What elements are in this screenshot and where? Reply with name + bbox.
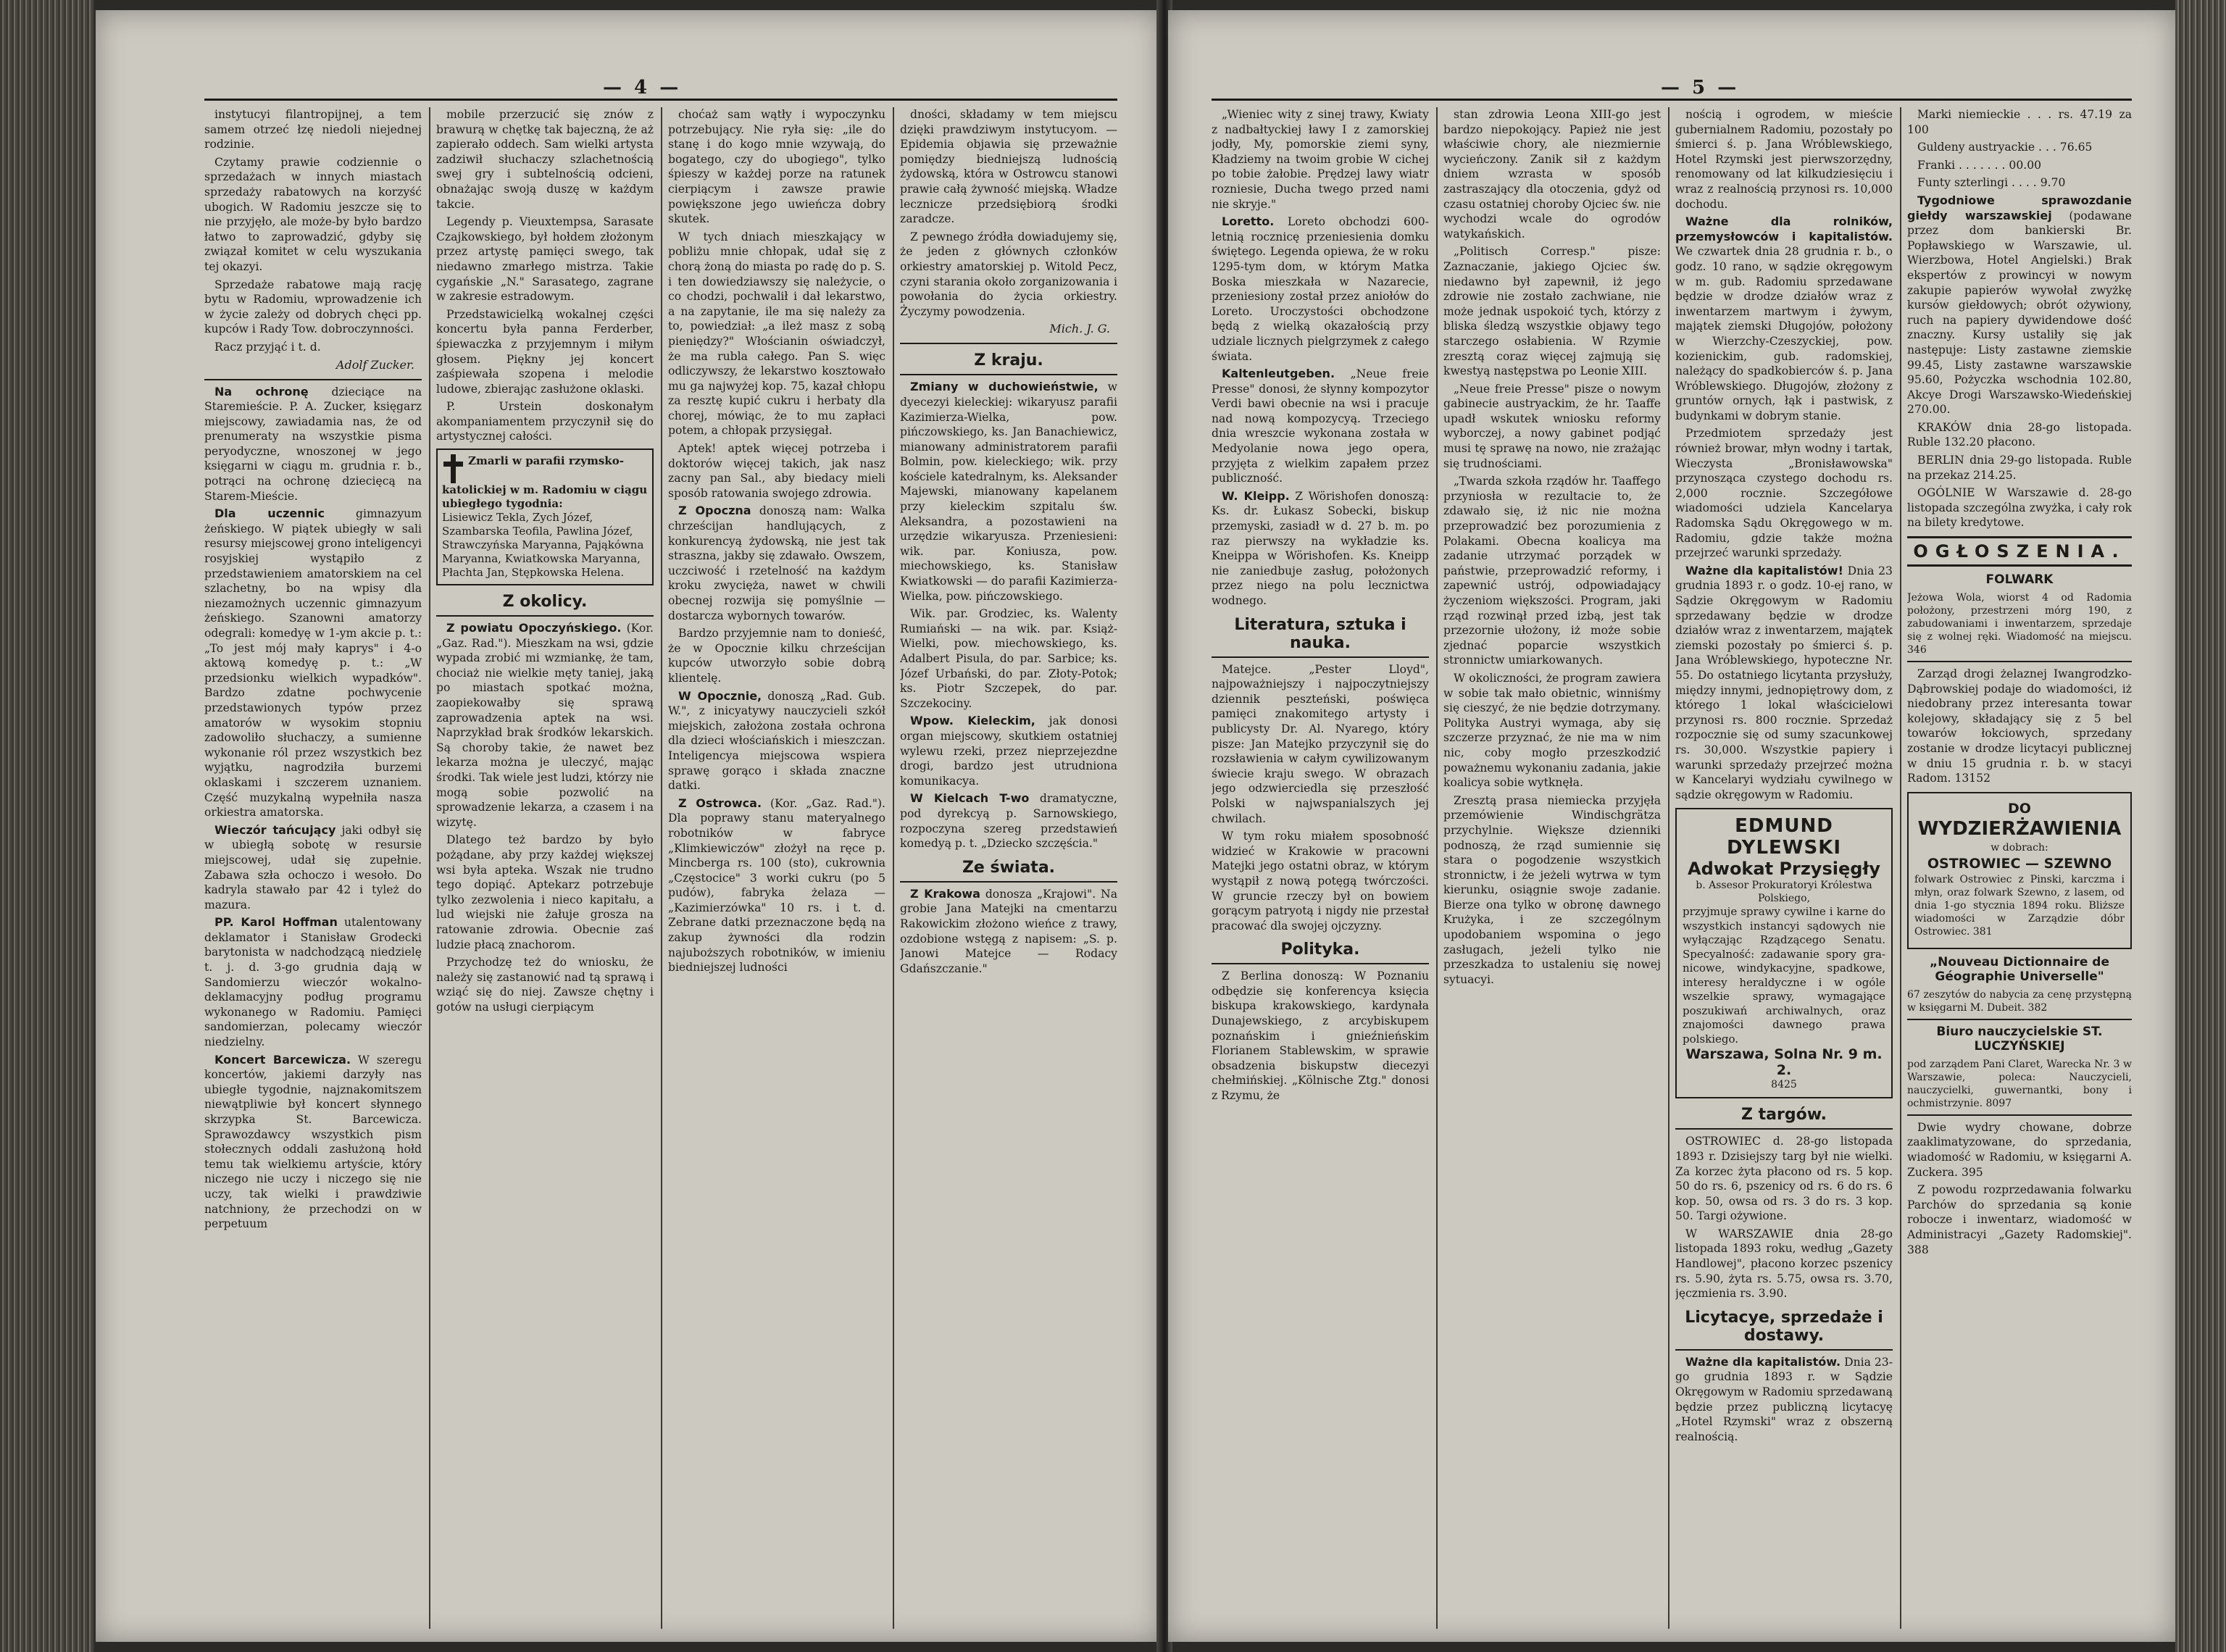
article-paragraph [1212,367,1429,486]
column-rule [893,107,894,1629]
article-paragraph [900,606,1117,711]
column-rule [1668,107,1670,1629]
book-edge-left [0,0,94,1652]
paragraph-lead: Ważne dla kapitalistów! [1685,563,1843,577]
section-rule [900,374,1117,375]
paragraph-text: (Kor. „Gaz. Rad."). Mieszkam na wsi, gdzie wypada zrobić mi wzmiankę, że tam, chociaż nie wielkie męty taniej, jaką po miastach spotkać można, zaopiekowałby się sprawą zaprowadzenia aptek na wsi. Naprzykład brak środków lekarskich. Są choroby takie, że nawet bez lekarza można je uleczyć, mając środki. Tak wiele jest ludzi, którzy nie mogą sobie pozwolić na sprowadzenie lekarza, a czasem i na wizytę. [436,622,654,829]
article-paragraph [1443,474,1661,668]
advertiser-address: Warszawa, Solna Nr. 9 m. 2. [1685,1046,1883,1079]
right-column-4 [1907,107,2132,1629]
paragraph-text: Marki niemieckie . . . rs. 47.19 za 100 [1907,108,2132,136]
article-paragraph [1907,175,2132,191]
paragraph-text: instytucyi filantropijnej, a tem samem otrzeć łzę niedoli niejednej rodzinie. [204,108,422,151]
notice-body: Jeżowa Wola, wiorst 4 od Radomia położony, przestrzeni mórg 190, z zabudowaniami i inwentarzem, sprzedaje się z wolnej ręki. Wiadomość na miejscu. 346 [1907,592,2132,656]
article-paragraph [1675,107,1893,212]
section-rule [1212,963,1429,964]
paragraph-text: Sprzedaże rabatowe mają rację bytu w Radomiu, wprowadzenie ich w życie zależy od dobrych chęci pp. kupców i Rady Tow. dobroczynności. [204,278,422,336]
lease-body: folwark Ostrowiec z Pinski, karczma i młyn, oraz folwark Szewno, z lasem, od dnia 1-go stycznia 1894 roku. Bliższe wiadomości w Zarządzie dóbr Ostrowiec. 381 [1914,873,2125,938]
article-paragraph [1443,382,1661,472]
paragraph-lead: Na ochronę [214,384,309,399]
paragraph-text: BERLIN dnia 29-go listopada. Ruble na przekaz 214.25. [1907,454,2132,482]
paragraph-lead: Ważne dla kapitalistów. [1685,1354,1841,1369]
paragraph-text: dzieciące na Staremieście. P. A. Zucker, księgarz miejscowy, zawiadamia nas, że od prenumeraty na wszystkie pisma peryodyczne, wnoszonej w jego księgarni w ciągu m. grudnia r. b., potrąci na ochronę dziecięcą na Starem-Mieście. [204,385,422,503]
paragraph-text: Z Wörishofen donoszą: Ks. dr. Łukasz Sobecki, biskup przemyski, zasiadł w d. 27 b. m. po raz pierwszy na wykładzie ks. Kneippa w Wörishofen. Ks. Kneipp nie zaniedbuje zasług, położonych przez niego na polu lecznictwa wodnego. [1212,489,1429,607]
article-paragraph [668,107,885,227]
cross-icon [442,454,464,483]
paragraph-text: Funty szterlingi . . . . 9.70 [1917,176,2066,190]
paragraph-text: Przychodzę też do wniosku, że należy się zastanowić nad tą sprawą i wziąć się do niej. Zawsze chętny i gotów na usługi cierpiącym [436,956,654,1014]
paragraph-text: Matejce. „Pester Lloyd", najpoważniejszy i najpoczytniejszy dziennik peszteński, poświęca pamięci znakomitego artysty i publicysty Dr. Al. Nyarego, który pisze: Jan Matejko przyczynił się do rozsławienia w całym cywilizowanym świecie kraju swego. W obrazach jego odzwierciedla się przeszłość Polski w najwspanialszych jej chwilach. [1212,662,1429,825]
paragraph-text: donoszą „Rad. Gub. W.", z inicyatywy nauczycieli szkół miejskich, założona została ochrona dla dzieci włościańskich i mieszczan. Inteligencya miejscowa wspiera sprawę gorąco i składa znaczne datki. [668,689,885,793]
advertiser-name: EDMUND DYLEWSKI [1726,815,1842,859]
book-edge-right [2175,0,2226,1652]
right-page [1168,10,2175,1642]
obituary-names: Lisiewicz Tekla, Zych Józef, Szambarska Teofila, Pawlina Józef, Strawczyńska Maryanna, Pająkówna Maryanna, Kwiatkowska Maryanna, Płachta Jan, Stępkowska Helena. [442,511,644,580]
article-paragraph [436,399,654,444]
page-number-right: — 5 — [1661,77,1740,99]
article-paragraph [1675,214,1893,423]
article-paragraph [1675,426,1893,560]
article-paragraph [1443,244,1661,378]
paragraph-text: „Politisch Corresp." pisze: Zaznaczanie, jakiego Ojciec św. niedawno był zapewnił, iż jego zdrowie nie zostało zachwiane, nie może jednak uspokoić tych, którzy z bliska śledzą wszystkie objawy tego starczego osłabienia. W Rzymie zresztą coraz więcej zajmują się kwestyą następstwa po Leonie XIII. [1443,245,1661,378]
article-paragraph [668,626,885,685]
paragraph-text: Guldeny austryackie . . . 76.65 [1917,141,2093,154]
article-paragraph [1907,420,2132,450]
paragraph-text: „Twarda szkoła rządów hr. Taaffego przyniosła w rezultacie to, że zdawało się, iż nic nie można przeprowadzić bez porozumienia z Polakami. Obecna koalicya ma zadanie utrzymać porządek w państwie, przeprowadzić reformy, i zapewnić ustrój, odpowiadający życzeniom większości. Program, jaki rząd rozwinął przed izbą, jest tak przezornie ułożony, iż może sobie zjednać poparcie wszystkich stronnictw umiarkowanych. [1443,475,1661,667]
article-paragraph [1212,969,1429,1103]
column-rule [661,107,662,1629]
paragraph-text: Bardzo przyjemnie nam to donieść, że w Opocznie kilku chrześcijan kupców utworzyło sobie dobrą klientelę. [668,627,885,685]
paragraph-lead: Z powiatu Opoczyńskiego. [446,621,622,635]
paragraph-text: stan zdrowia Leona XIII-go jest bardzo niepokojący. Papież nie jest właściwie chory, ale niezmiernie wycieńczony. Zanik sił z każdym dniem wzrasta w sposób zastraszający dla otoczenia, gdyż od czasu ostatniej choroby Ojciec św. nie wychodzi wcale do ogrodów watykańskich. [1443,108,1661,241]
paragraph-text: „Neue freie Presse" donosi, że słynny kompozytor Verdi bawi obecnie na wsi i pracuje nad nową kompozycyą. Trzeciego dnia wreszcie wykonana została w Medyolanie nowa jego opera, przyjęta z wielkim zapałem przez publiczność. [1212,367,1429,485]
article-rule [900,343,1117,344]
paragraph-text: W szeregu koncertów, jakiemi darzyły nas ubiegłe tygodnie, najznakomitszem niewątpliwie był koncert słynnego skrzypka St. Barcewicza. Sprawozdawcy wszystkich pism stołecznych oddali zasłużoną hołd temu tak wielkiemu artyście, który niczego nie uczy i niczego się nie uczy, tak wielki i prawdziwie natchniony, że przechodzi on w perpetuum [204,1053,422,1231]
lease-do: DO [2008,800,2031,817]
paragraph-lead: Koncert Barcewicza. [214,1052,351,1067]
article-paragraph [204,385,422,504]
article-paragraph [1443,107,1661,241]
article-rule [204,379,422,380]
paragraph-lead: Wpow. Kieleckim, [910,714,1035,728]
advertisement-body: przyjmuje sprawy cywilne i karne do wszystkich instancyi sądowych nie wyłączając Rządzącego Senatu. Specyalność: zadawanie spory gra-nicowe, windykacyjne, spadkowe, interesy heraldyczne i w ogóle wszelkie sprawy, wymagające poszukiwań archiwalnych, oraz znajomości dawnego prawa polskiego. [1683,905,1885,1046]
article-paragraph [204,823,422,913]
paragraph-text: Zresztą prasa niemiecka przyjęła przemówienie Windischgrätza przychylnie. Większe dzienniki podnoszą, że rząd sumiennie się stara o pogodzenie wszystkich stronnictw, i że jeżeli wytrwa w tym kierunku, osiągnie swoje zadanie. Bierze ona tylko w obronę dawnego Krużyka, i ze szczególnym upodobaniem wspomina o jego zasługach, jeżeli tylko nie przeszkadza to ustaleniu się nowej sytuacyi. [1443,793,1661,986]
article-paragraph [1907,193,2132,417]
right-column-2 [1443,107,1661,1629]
paragraph-text: donoszą nam: Walka chrześcijan handlujących, z konkurencyą żydowską, nie jest tak straszna, jakby się zdawało. Owszem, uczciwość i rzetelność na każdym kroku zwycięża, nawet w chwili obecnej rozwija się pomyślnie — dostarcza wybornych towarów. [668,504,885,622]
article-paragraph [204,155,422,275]
article-signature: Mich. J. G. [1049,322,1110,336]
article-paragraph [668,230,885,438]
paragraph-text: Legendy p. Vieuxtempsa, Sarasate Czajkowskiego, był hołdem złożonym przez artystę pamięci swego, tak niedawno zmarłego mistrza. Takie cygańskie „N." Sarasatego, zagrane w zakresie estradowym. [436,215,654,304]
paragraph-text: nością i ogrodem, w mieście gubernialnem Radomiu, pozostały po śmierci ś. p. Jana Wróblewskiego, Hotel Rzymski jest pierwszorzędny, renomowany od lat kilkudziesięciu i wraz z realnością przynosi rs. 10,000 dochodu. [1675,108,1893,211]
paragraph-lead: Z Opoczna [678,504,751,518]
article-paragraph [1675,1355,1893,1445]
left-column-3 [668,107,885,1629]
paragraph-text: W tym roku miałem sposobność widzieć w Krakowie w pracowni Matejki jego ostatni obraz, w którym wystąpił z nową potęgą twórczości. W gruncie rzeczy był on bowiem gorącym patryotą i nigdy nie przestał pracować dla swojej ojczyzny. [1212,830,1429,933]
paragraph-lead: Z Ostrowca. [678,796,762,810]
paragraph-text: (podawane przez dom bankierski Br. Popławskiego w Warszawie, ul. Wierzbowa, Hotel Angielski.) Brak ekspertów z prowincyi w nowym zakupie papierów wywołał zwyżkę kursów giełdowych; obrót ożywiony, ruch na papiery dywidendowe dość znaczny. Kursy ustaliły się jak następuje: Listy zastawne ziemskie 99.45, Listy zastawne warszawskie 95.60, Pożyczka wschodnia 102.80, Akcye Drogi Warszawsko-Wiedeńskiej 270.00. [1907,209,2132,417]
section-heading: Polityka. [1280,940,1360,959]
header-rule-left [204,99,1117,101]
section-rule [1675,1349,1893,1351]
article-paragraph [900,887,1117,977]
paragraph-text: Dnia 23-go grudnia 1893 r. w Sądzie Okręgowym w Radomiu sprzedawaną będzie przez publiczną licytacyę „Hotel Rzymski" wraz z obszerną realnością. [1675,1355,1893,1443]
column-rule [429,107,430,1629]
article-paragraph [668,504,885,623]
paragraph-text: OSTROWIEC d. 28-go listopada 1893 r. Dzisiejszy targ był nie wielki. Za korzec żyta płacono od rs. 5 kop. 50 do rs. 6, pszenicy od rs. 6 do rs. 6 kop. 50, owsa od rs. 3 do rs. 3 kop. 50. Targi ożywione. [1675,1135,1893,1223]
notice-body: 67 zeszytów do nabycia za cenę przystępną w księgarni M. Dubeit. 382 [1907,988,2132,1014]
article-paragraph [1212,214,1429,364]
section-rule [1675,1128,1893,1130]
lease-place: OSTROWIEC — SZEWNO [1927,855,2112,872]
paragraph-text: Z Berlina donoszą: W Poznaniu odbędzie się konferencya księcia biskupa krakowskiego, kardynała Dunajewskiego, z arcybiskupem poznańskim i gnieźnieńskim Florianem Stablewskim, w sprawie obsadzenia biskupstw diecezyi chełmińskiej. „Kölnische Ztg." donosi z Rzymu, że [1212,969,1429,1103]
paragraph-text: We czwartek dnia 28 grudnia r. b., o godz. 10 rano, w sądzie okręgowym w m. gub. Radomiu sprzedawane będzie w drodze działów wraz z inwentarzem martwym i żywym, majątek ziemski Długojów, położony w Wierzchy-Czeszyckiej, pow. kozienickim, gub. radomskiej, należący do spadkobierców ś. p. Jana Wróblewskiego. Długojów, złożony z gruntów ornych, łąk i pastwisk, z budynkami w dobrym stanie. [1675,245,1893,422]
header-rule-right [1212,99,2132,101]
right-column-1 [1212,107,1429,1629]
article-paragraph [204,506,422,819]
notice-rule [1907,661,2132,662]
article-paragraph [436,107,654,212]
notice-heading: Biuro nauczycielskie ST. LUCZYŃSKIEJ [1936,1024,2103,1054]
article-paragraph [1675,564,1893,803]
paragraph-lead: Loretto. [1222,214,1275,229]
article-paragraph [204,1053,422,1232]
article-paragraph [900,714,1117,788]
paragraph-text: Wik. par. Grodziec, ks. Walenty Rumiański — na wik. par. Książ-Wielki, pow. miechowskiego, ks. Adalbert Pisula, do par. Sarbice; ks. Józef Urbański, do par. Złoty-Potok; ks. Piotr Szczepek, do par. Szczekociny. [900,607,1117,710]
paragraph-text: utalentowany deklamator i Stanisław Grodecki barytonista w nadchodzącą niedzielę t. j. d. 3-go grudnia dają w Sandomierzu wieczór wokalno-deklamacyjny podług programu wykonanego w Radomiu. Pamięci sandomierzan, polecamy wieczór niedzielny. [204,916,422,1049]
article-paragraph [1675,1134,1893,1224]
article-paragraph [900,380,1117,604]
article-paragraph [436,307,654,397]
paragraph-text: W tych dniach mieszkający w pobliżu mnie chłopak, udał się z chorą żoną do miasta po radę do p. S. i ten dowiedziawszy się należycie, o co chodzi, pochwalił i dał lekarstwo, a na zapytanie, ile ma się należy za to, powiedział: „a ileż masz z sobą pieniędzy?" Włościanin oświadczył, że ma rubla całego. Pan S. więc odliczywszy, że lekarstwo kosztowało mu ga najwyżej kop. 75, kazał chłopu za resztę kupić cukru i herbaty dla chorej, mówiąc, że to mu zapłaci potem, a chłopak przysięgał. [668,230,885,438]
advertiser-former-post: b. Assesor Prokuratoryi Królestwa Polskiego, [1696,880,1872,905]
article-paragraph [668,441,885,501]
article-paragraph [1907,1182,2132,1257]
article-paragraph [204,107,422,152]
article-paragraph [204,915,422,1049]
article-paragraph [1212,829,1429,933]
right-column-3 [1675,107,1893,1629]
paragraph-text: Dlatego też bardzo by było pożądane, aby przy każdej większej wsi była apteka. Wszak nie trudno tego dopiąć. Aptekarz potrzebuje tylko zezwolenia i nieco kapitału, a lud wiejski nie żałuje grosza na ratowanie zdrowia. Obecnie zaś ludzie płacą znachorom. [436,833,654,951]
paragraph-text: Czytamy prawie codziennie o sprzedażach w innych miastach sprzedaży rabatowych na korzyść ubogich. W Radomiu jeszcze się to nie przyjęło, ale może-by było bardzo łatwo to zaprowadzić, gdyby się związał komitet w celu wyszukania tej okazyi. [204,155,422,273]
column-rule [1436,107,1438,1629]
article-paragraph [1907,140,2132,155]
paragraph-text: KRAKÓW dnia 28-go listopada. Ruble 132.20 płacono. [1907,420,2132,449]
paragraph-text: jaki odbył się w ubiegłą sobotę w resursie miejscowej, udał się zupełnie. Zabawa szła ochoczo i wesoło. Do kadryla stawało par 42 i tyleż do mazura. [204,823,422,911]
paragraph-text: choćaż sam wątły i wypoczynku potrzebujący. Nie ryła się: „ile do stanę i do kogo mnie wzywają, do bogatego, czy do ubogiego", tylko śpieszy w każdej porze na ratunek cierpiącym i zawsze prawie powiększone jego uwieńcza dobry skutek. [668,108,885,226]
section-heading: Z okolicy. [502,593,588,612]
section-heading: Licytacye, sprzedaże i dostawy. [1685,1308,1883,1345]
article-paragraph [436,621,654,830]
page-number-left: — 4 — [603,77,682,99]
paragraph-text: Dnia 23 grudnia 1893 r. o godz. 10-ej rano, w Sądzie Okręgowym w Radomiu sprzedawany będzie w drodze działów wraz z inwentarzem, majątek ziemski pozostały po śmierci ś. p. Jana Wróblewskiego, hypoteczne Nr. 55. Do ostatniego licytanta przysłuży, między innymi, jednopiętrowy dom, z którego 1 lokal właścicielowi przynosi rs. 800 rocznie. Sprzedaż rozpocznie się od sumy szacunkowej rs. 30,000. Wszystkie papiery i warunki sprzedaży przejrzeć można w Kancelaryi wydziału cywilnego w sądzie okręgowym w Radomiu. [1675,564,1893,801]
paragraph-text: (Kor. „Gaz. Rad."). Dla poprawy stanu materyalnego robotników w fabryce „Klimkiewiczów" złożył na ręce p. Mincberga rs. 100 (sto), cukrownia „Częstocice" 3 worki cukru (po 5 pudów), fabryka żelaza — „Kazimierzówka" 10 rs. i t. d. Zebrane datki przeznaczone będą na zakup żywności dla rodzin najuboższych robotników, w imieniu biedniejszej ludności [668,796,885,975]
paragraph-text: Loreto obchodzi 600-letnią rocznicę przeniesienia domku świętego. Legenda opiewa, że w roku 1295-tym dom, w którym Matka Boska mieszkała w Nazarecie, przeniesiony został przez aniołów do Loreto. Uroczystości obchodzone będą z wielką okazałością przy udziale licznych pielgrzymek z całego świata. [1212,215,1429,363]
article-paragraph [1212,662,1429,827]
article-paragraph [1675,1227,1893,1301]
paragraph-text: mobile przerzucić się znów z brawurą w chętkę tak bajeczną, że aż zapierało oddech. Sam wielki artysta zadziwił słuchaczy szlachetnością swej gry i subtelnością odcieni, obnażając swoją duszę w każdym takcie. [436,108,654,211]
article-paragraph [1212,489,1429,609]
paragraph-text: Przedmiotem sprzedaży jest również browar, młyn wodny i tartak, Wieczysta „Bronisławowska" przynosząca czystego dochodu rs. 2,000 rocznie. Szczegółowe wiadomości udziela Kancelarya Radomska Sądu Okręgowego w m. Radomiu, gdzie także można przejrzeć warunki sprzedaży. [1675,427,1893,560]
section-heading: Z kraju. [974,351,1043,370]
article-paragraph [1907,453,2132,483]
article-paragraph [436,955,654,1014]
paragraph-text: OGÓLNIE W Warszawie d. 28-go listopada szczególna zwyżka, i cały rok na bilety kredytowe. [1907,486,2132,530]
paragraph-lead: W Kielcach T-wo [910,791,1030,806]
notice-heading: FOLWARK [1985,572,2054,588]
article-paragraph [1443,793,1661,988]
paragraph-text: Zarząd drogi żelaznej Iwangrodzko-Dąbrowskiej podaje do wiadomości, iż niedobrany przez interesanta towar kolejowy, składający się z 5 bel towarów łokciowych, sprzedany zostanie w drodze licytacyi publicznej w dniu 15 grudnia r. b. w stacyi Radom. 13152 [1907,667,2132,785]
section-heading: Literatura, sztuka i nauka. [1234,615,1406,652]
section-rule [436,615,654,617]
article-paragraph [900,230,1117,320]
article-paragraph [1907,485,2132,530]
paragraph-lead: Tygodniowe sprawozdanie giełdy warszawskiej [1907,193,2132,222]
column-rule [1900,107,1901,1629]
article-paragraph [1907,158,2132,173]
paragraph-lead: Z Krakowa [910,886,980,901]
article-paragraph [900,107,1117,227]
advertiser-title: Adwokat Przysięgły [1688,859,1880,880]
lawyer-advertisement [1675,808,1893,1098]
paragraph-text: „Wieniec wity z sinej trawy, Kwiaty z nadbałtyckiej ławy I z zamorskiej jodły, My, pomorskie ziemi syny, Kładziemy na twoim grobie W cichej po tobie żałobie. Prędzej lawy wiatr rozniesie, Ducha twego przed nami nie skryje." [1212,108,1429,211]
paragraph-lead: W Opocznie, [678,688,762,703]
paragraph-text: Z powodu rozprzedawania folwarku Parchów do sprzedania są konie robocze i inwentarz, wiadomość w Administracyi „Gazety Radomskiej". 388 [1907,1183,2132,1256]
paragraph-text: gimnazyum żeńskiego. W piątek ubiegły w sali resursy miejscowej grono inteligencyi rosyjskiej wystąpiło z przedstawieniem amatorskiem na cel szlachetny, bo na wpisy dla niezamożnych uczennic gimnazyum żeńskiego. Szanowni amatorzy odegrali: komedyę w 1-ym akcie p. t.: „To jest mój mały kaprys" i 4-o aktową komedyę p. t.: „W przedsionku wielkich wypadków". Bardzo zdatne pochwycenie przedstawionych typów przez amatorów w wysokim stopniu zadowoliło słuchaczy, a sumienne wykonanie ról przez wszystkich bez wyjątku, nagrodziła burzemi oklaskami i szczerem uznaniem. Część muzykalną wypełniła nasza orkiestra amatorska. [204,507,422,819]
article-paragraph [204,340,422,355]
paragraph-text: w dyecezyi kieleckiej: wikaryusz parafii Kazimierza-Wielka, pow. pińczowskiego, ks. Jan Banachiewicz, mianowany administratorem parafii Bolmin, pow. kieleckiego; wik. przy kościele katedralnym, ks. Aleksander Majewski, mianowany kapelanem przy kieleckim szpitalu św. Aleksandra, a pozostawieni na urzędzie wikaryusza. Przeniesieni: wik. par. Koniusza, pow. miechowskiego, ks. Stanisław Kwiatkowski — do parafii Kazimierza-Wielka, pow. pińczowskiego. [900,380,1117,603]
paragraph-text: Racz przyjąć i t. d. [214,340,321,354]
paragraph-text: W WARSZAWIE dnia 28-go listopada 1893 roku, według „Gazety Handlowej", płacono korzec pszenicy rs. 5.90, żyta rs. 5.75, owsa rs. 3.70, jęczmienia rs. 3.90. [1675,1227,1893,1301]
paragraph-text: Przedstawicielką wokalnej części koncertu była panna Ferderber, śpiewaczka z przyjemnym i miłym głosem. Piękny jej koncert zaśpiewała szopena i melodie ludowe, zbierając zasłużone oklaski. [436,307,654,396]
advertisement-number: 8425 [1771,1079,1797,1091]
left-column-2 [436,107,654,1629]
article-paragraph [436,214,654,304]
article-paragraph [1907,1120,2132,1180]
article-paragraph [436,833,654,952]
obituary-title: Zmarli w parafii rzymsko-katolickiej w m. Radomiu w ciągu ubiegłego tygodnia: [442,454,648,511]
lease-advertisement [1907,792,2132,949]
paragraph-text: P. Urstein doskonałym akompaniamentem przyczynił się do artystycznej całości. [436,400,654,443]
article-paragraph [1907,667,2132,786]
paragraph-lead: PP. Karol Hoffman [214,915,338,930]
section-rule [1212,656,1429,658]
lease-subtitle: w dobrach: [1991,841,2048,854]
paragraph-lead: W. Kleipp. [1222,488,1290,503]
advertisements-heading: OGŁOSZENIA. [1907,536,2132,567]
paragraph-text: jak donosi organ miejscowy, skutkiem ostatniej wylewu rzeki, przez nieprzejezdne drogi, bardzo jest utrudniona komunikacya. [900,714,1117,788]
article-paragraph [668,689,885,793]
lease-title: WYDZIERŻAWIENIA [1917,817,2122,840]
paragraph-text: donosza „Krajowi". Na grobie Jana Matejki na cmentarzu Rakowickim złożono wieńce z trawy, ozdobione wstęgą z napisem: „S. p. Janowi Matejce — Rodacy Gdańszczanie." [900,887,1117,975]
obituary-box [436,449,654,585]
notice-body: pod zarządem Pani Claret, Warecka Nr. 3 w Warszawie, poleca: Nauczycieli, nauczycielki, guwernantki, bony i ochmistrzynie. 8097 [1907,1058,2132,1109]
paragraph-text: dności, składamy w tem miejscu dzięki prawdziwym instytucyom. — Epidemia objawia się przeważnie pomiędzy biedniejszą ludnością żydowską, która w Ostrowcu stanowi prawie całą żywność miejską. Władze lecznicze przedsiębiorą środki zaradcze. [900,108,1117,226]
article-paragraph [668,796,885,975]
paragraph-text: dramatyczne, pod dyrekcyą p. Sarnowskiego, rozpoczyna szereg przedstawień komedyą p. t. „Dziecko szczęścia." [900,792,1117,851]
paragraph-lead: Kaltenleutgeben. [1222,367,1335,381]
paragraph-text: „Neue freie Presse" pisze o nowym gabinecie austryackim, że hr. Taaffe upadł wskutek wniosku reformy wyborczej, a nowy gabinet podjąć musi tę sprawę na nowo, nie zrażając się trudnościami. [1443,382,1661,470]
notice-rule [1907,1114,2132,1116]
paragraph-text: Aptek! aptek więcej potrzeba i doktorów więcej takich, jak nasz zacny pan Sal., aby biedacy mieli sposób ratowania swojego zdrowia. [668,442,885,500]
paragraph-text: Z pewnego źródła dowiadujemy się, że jeden z głównych członków orkiestry amatorskiej p. Witold Pecz, czyni starania około zorganizowania i powołania do życia orkiestry. Życzymy powodzenia. [900,230,1117,318]
left-column-4 [900,107,1117,1629]
section-heading: Ze świata. [962,858,1056,877]
paragraph-lead: Wieczór tańcujący [214,822,336,837]
left-page [96,10,1161,1642]
paragraph-text: Dwie wydry chowane, dobrze zaaklimatyzowane, do sprzedania, wiadomość w Radomiu, w księgarni A. Zuckera. 395 [1907,1120,2132,1179]
paragraph-lead: Dla uczennic [214,506,325,521]
paragraph-text: Franki . . . . . . . 00.00 [1917,158,2042,172]
section-heading: Z targów. [1741,1106,1827,1125]
paragraph-text: W okoliczności, że program zawiera w sobie tak mało obietnic, winniśmy się cieszyć, że nie będzie dotrzymany. Polityka Austryi wymaga, aby się szczerze przyznać, że nie ma w nim nic, coby mogło przeszkodzić poważnemu wykonaniu zadania, jakie koalicya sobie wytknęła. [1443,671,1661,790]
notice-rule [1907,1019,2132,1020]
article-paragraph [900,791,1117,851]
paragraph-lead: Ważne dla rolników, przemysłowców i kapitalistów. [1675,214,1893,243]
article-paragraph [1907,107,2132,137]
article-paragraph [204,278,422,337]
left-column-1 [204,107,422,1629]
obituary-header [442,454,648,511]
article-signature: Adolf Zucker. [335,357,414,372]
section-rule [900,881,1117,883]
paragraph-lead: Zmiany w duchowieństwie, [910,380,1099,394]
article-paragraph [1443,671,1661,790]
article-paragraph [1212,107,1429,212]
notice-heading: „Nouveau Dictionnaire de Géographie Universelle" [1930,954,2109,984]
